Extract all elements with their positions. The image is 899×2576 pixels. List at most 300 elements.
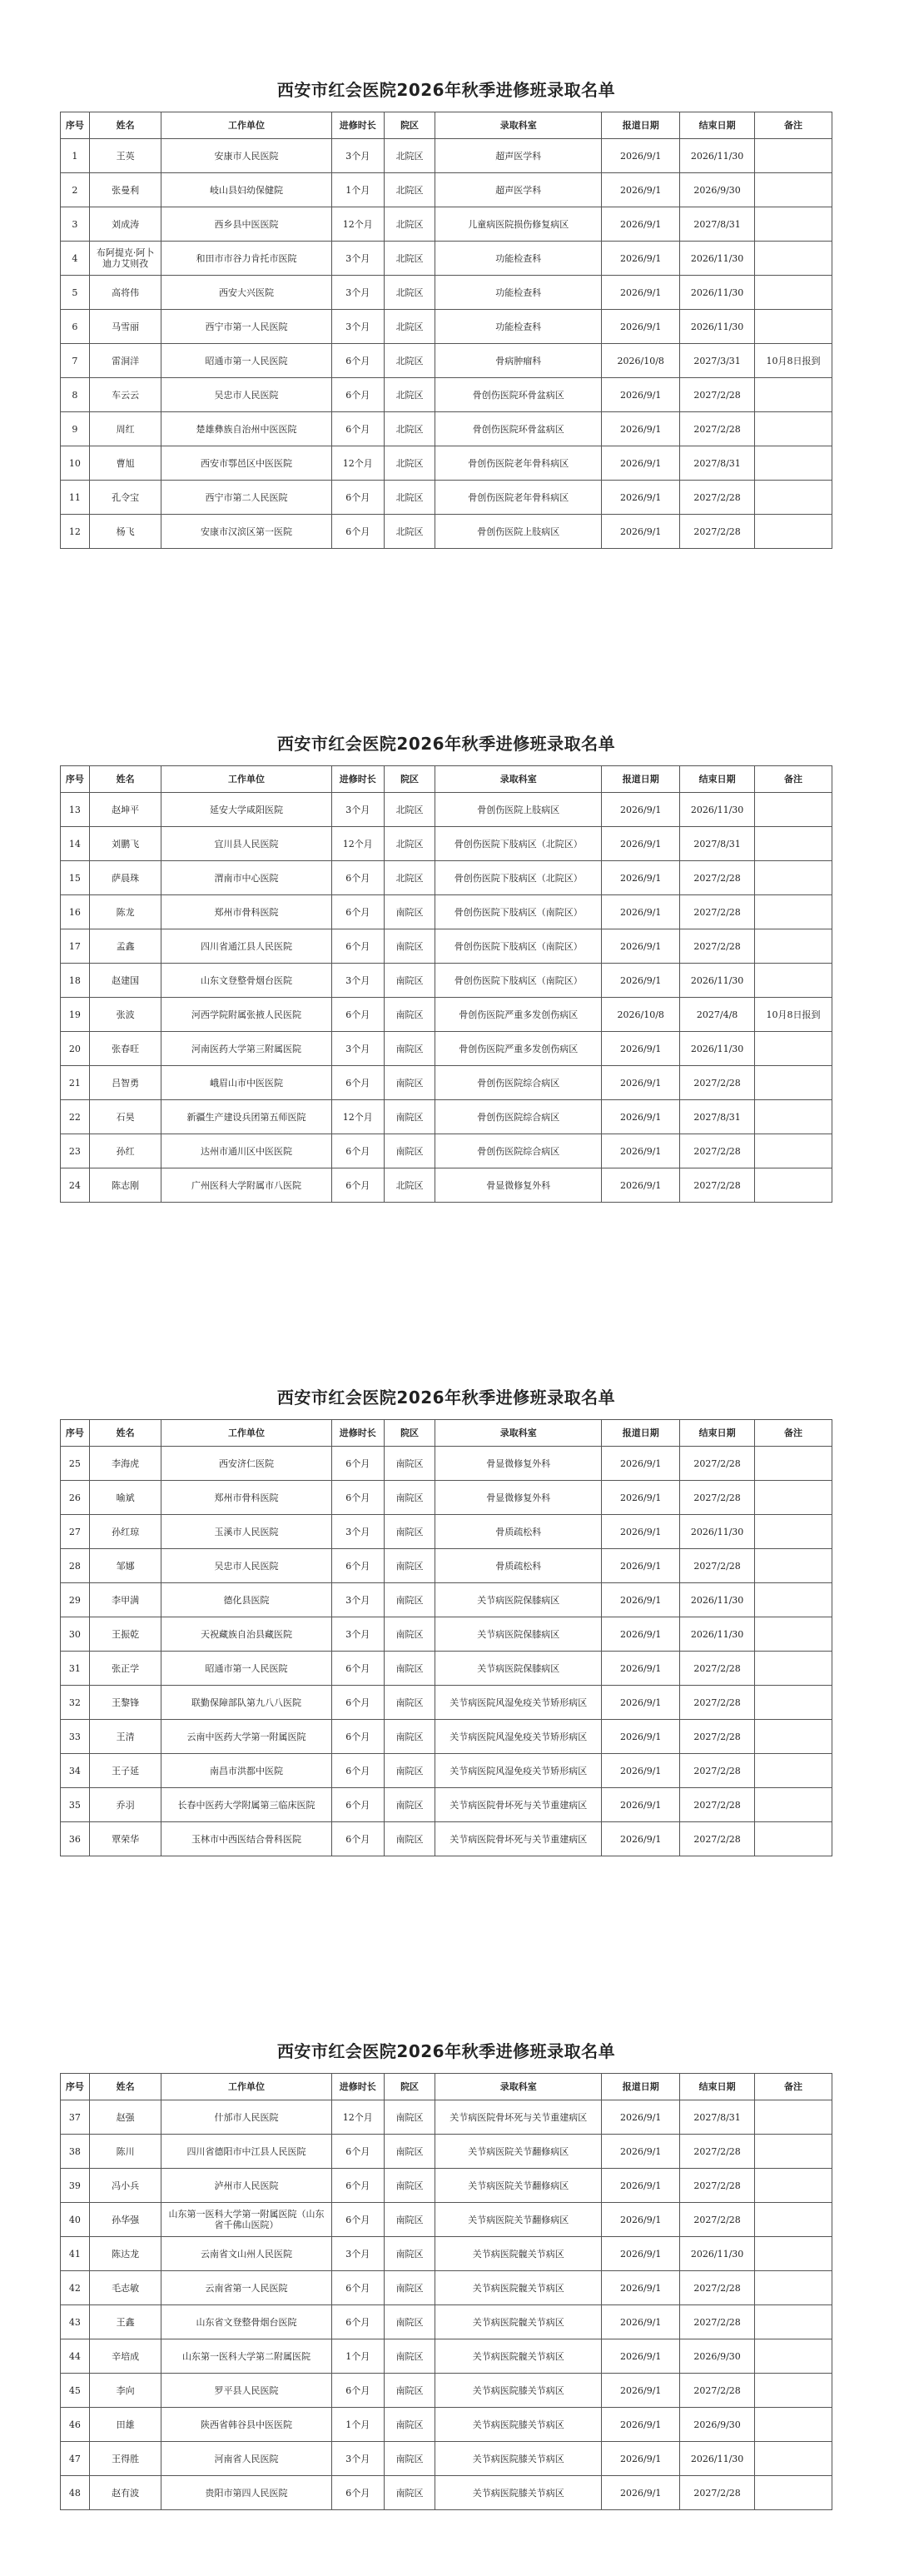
cell-index: 6 xyxy=(61,310,90,344)
cell-duration: 6个月 xyxy=(331,2169,384,2203)
table-row xyxy=(61,378,832,412)
header-duration: 进修时长 xyxy=(331,766,384,793)
cell-department: 关节病医院保膝病区 xyxy=(435,1617,602,1652)
cell-index: 28 xyxy=(61,1549,90,1583)
table-header-row xyxy=(61,1420,832,1447)
cell-name: 孙华强 xyxy=(89,2203,161,2237)
cell-end-date: 2026/11/30 xyxy=(680,964,755,998)
cell-end-date: 2027/3/31 xyxy=(680,344,755,378)
cell-name: 刘鹏飞 xyxy=(89,827,161,861)
cell-employer: 西乡县中医医院 xyxy=(161,207,331,242)
cell-campus: 南院区 xyxy=(384,2271,435,2305)
cell-employer: 山东第一医科大学第一附属医院（山东省千佛山医院） xyxy=(161,2203,331,2237)
cell-duration: 6个月 xyxy=(331,2476,384,2510)
cell-index: 46 xyxy=(61,2408,90,2442)
cell-employer: 贵阳市第四人民医院 xyxy=(161,2476,331,2510)
cell-employer: 泸州市人民医院 xyxy=(161,2169,331,2203)
cell-department: 骨创伤医院严重多发创伤病区 xyxy=(435,998,602,1032)
cell-employer: 宜川县人民医院 xyxy=(161,827,331,861)
cell-remark xyxy=(755,1822,832,1856)
cell-duration: 3个月 xyxy=(331,1617,384,1652)
cell-end-date: 2027/8/31 xyxy=(680,207,755,242)
cell-end-date: 2027/2/28 xyxy=(680,1447,755,1481)
table-row xyxy=(61,1481,832,1515)
cell-duration: 6个月 xyxy=(331,2135,384,2169)
cell-name: 冯小兵 xyxy=(89,2169,161,2203)
cell-campus: 南院区 xyxy=(384,1134,435,1168)
cell-remark xyxy=(755,1652,832,1686)
cell-duration: 3个月 xyxy=(331,2237,384,2271)
cell-employer: 山东文登整骨烟台医院 xyxy=(161,964,331,998)
cell-report-date: 2026/9/1 xyxy=(602,515,680,549)
cell-campus: 北院区 xyxy=(384,242,435,276)
table-row xyxy=(61,827,832,861)
cell-campus: 南院区 xyxy=(384,2374,435,2408)
cell-employer: 云南省第一人民医院 xyxy=(161,2271,331,2305)
cell-campus: 南院区 xyxy=(384,2100,435,2135)
cell-remark xyxy=(755,1515,832,1549)
cell-campus: 南院区 xyxy=(384,1583,435,1617)
cell-index: 23 xyxy=(61,1134,90,1168)
cell-end-date: 2027/2/28 xyxy=(680,412,755,446)
table-row xyxy=(61,1720,832,1754)
cell-report-date: 2026/9/1 xyxy=(602,1822,680,1856)
cell-end-date: 2026/11/30 xyxy=(680,139,755,173)
admission-table xyxy=(60,112,832,549)
cell-duration: 12个月 xyxy=(331,2100,384,2135)
cell-duration: 12个月 xyxy=(331,1100,384,1134)
cell-report-date: 2026/9/1 xyxy=(602,1788,680,1822)
cell-index: 21 xyxy=(61,1066,90,1100)
cell-end-date: 2027/2/28 xyxy=(680,2271,755,2305)
cell-index: 25 xyxy=(61,1447,90,1481)
table-row xyxy=(61,1754,832,1788)
cell-name: 张正学 xyxy=(89,1652,161,1686)
cell-end-date: 2027/2/28 xyxy=(680,378,755,412)
cell-department: 骨病肿瘤科 xyxy=(435,344,602,378)
cell-index: 47 xyxy=(61,2442,90,2476)
cell-name: 赵坤平 xyxy=(89,793,161,827)
cell-name: 李向 xyxy=(89,2374,161,2408)
cell-index: 44 xyxy=(61,2339,90,2374)
cell-name: 乔羽 xyxy=(89,1788,161,1822)
cell-index: 37 xyxy=(61,2100,90,2135)
table-row xyxy=(61,2442,832,2476)
cell-end-date: 2026/11/30 xyxy=(680,2442,755,2476)
cell-end-date: 2027/8/31 xyxy=(680,1100,755,1134)
cell-report-date: 2026/9/1 xyxy=(602,1168,680,1203)
cell-name: 辛培成 xyxy=(89,2339,161,2374)
cell-name: 布阿提克·阿卜迪力艾则孜 xyxy=(89,242,161,276)
cell-remark xyxy=(755,378,832,412)
cell-employer: 安康市人民医院 xyxy=(161,139,331,173)
cell-remark xyxy=(755,1168,832,1203)
cell-remark xyxy=(755,446,832,481)
table-row xyxy=(61,173,832,207)
cell-duration: 6个月 xyxy=(331,1549,384,1583)
cell-index: 7 xyxy=(61,344,90,378)
header-employer: 工作单位 xyxy=(161,112,331,139)
cell-duration: 3个月 xyxy=(331,964,384,998)
cell-campus: 南院区 xyxy=(384,2203,435,2237)
cell-employer: 西宁市第二人民医院 xyxy=(161,481,331,515)
cell-campus: 南院区 xyxy=(384,1754,435,1788)
cell-campus: 北院区 xyxy=(384,344,435,378)
cell-name: 雷洞洋 xyxy=(89,344,161,378)
cell-report-date: 2026/9/1 xyxy=(602,861,680,895)
cell-name: 王英 xyxy=(89,139,161,173)
cell-end-date: 2026/11/30 xyxy=(680,1515,755,1549)
table-row xyxy=(61,2305,832,2339)
cell-end-date: 2027/2/28 xyxy=(680,929,755,964)
cell-index: 15 xyxy=(61,861,90,895)
cell-index: 34 xyxy=(61,1754,90,1788)
cell-department: 骨创伤医院老年骨科病区 xyxy=(435,481,602,515)
cell-end-date: 2027/2/28 xyxy=(680,2374,755,2408)
admission-table xyxy=(60,765,832,1203)
cell-department: 关节病医院保膝病区 xyxy=(435,1652,602,1686)
cell-department: 关节病医院骨坏死与关节重建病区 xyxy=(435,1788,602,1822)
table-row xyxy=(61,310,832,344)
cell-name: 孟鑫 xyxy=(89,929,161,964)
cell-campus: 南院区 xyxy=(384,1066,435,1100)
cell-campus: 南院区 xyxy=(384,2408,435,2442)
cell-index: 9 xyxy=(61,412,90,446)
cell-end-date: 2027/2/28 xyxy=(680,1822,755,1856)
cell-index: 43 xyxy=(61,2305,90,2339)
cell-duration: 6个月 xyxy=(331,861,384,895)
cell-report-date: 2026/9/1 xyxy=(602,139,680,173)
cell-duration: 6个月 xyxy=(331,1822,384,1856)
cell-department: 骨显微修复外科 xyxy=(435,1481,602,1515)
cell-campus: 北院区 xyxy=(384,173,435,207)
cell-index: 24 xyxy=(61,1168,90,1203)
cell-name: 李海虎 xyxy=(89,1447,161,1481)
cell-employer: 四川省通江县人民医院 xyxy=(161,929,331,964)
table-header-row xyxy=(61,2074,832,2100)
cell-report-date: 2026/9/1 xyxy=(602,1583,680,1617)
cell-duration: 3个月 xyxy=(331,2442,384,2476)
header-index: 序号 xyxy=(61,2074,90,2100)
table-row xyxy=(61,2100,832,2135)
cell-department: 超声医学科 xyxy=(435,139,602,173)
cell-employer: 西安市鄠邑区中医医院 xyxy=(161,446,331,481)
cell-report-date: 2026/9/1 xyxy=(602,446,680,481)
cell-remark xyxy=(755,1447,832,1481)
cell-report-date: 2026/9/1 xyxy=(602,2203,680,2237)
table-row xyxy=(61,998,832,1032)
cell-campus: 南院区 xyxy=(384,1720,435,1754)
table-row xyxy=(61,1583,832,1617)
header-name: 姓名 xyxy=(89,766,161,793)
cell-remark: 10月8日报到 xyxy=(755,998,832,1032)
cell-department: 关节病医院膝关节病区 xyxy=(435,2476,602,2510)
cell-name: 车云云 xyxy=(89,378,161,412)
cell-department: 关节病医院骨坏死与关节重建病区 xyxy=(435,2100,602,2135)
cell-name: 张波 xyxy=(89,998,161,1032)
header-duration: 进修时长 xyxy=(331,2074,384,2100)
cell-duration: 6个月 xyxy=(331,929,384,964)
cell-end-date: 2027/2/28 xyxy=(680,895,755,929)
cell-remark xyxy=(755,1720,832,1754)
cell-name: 杨飞 xyxy=(89,515,161,549)
header-remark: 备注 xyxy=(755,766,832,793)
cell-employer: 安康市汉滨区第一医院 xyxy=(161,515,331,549)
cell-campus: 南院区 xyxy=(384,1100,435,1134)
cell-index: 5 xyxy=(61,276,90,310)
cell-remark xyxy=(755,2271,832,2305)
cell-report-date: 2026/9/1 xyxy=(602,1515,680,1549)
header-name: 姓名 xyxy=(89,112,161,139)
cell-remark xyxy=(755,173,832,207)
cell-department: 骨质疏松科 xyxy=(435,1515,602,1549)
cell-duration: 6个月 xyxy=(331,1788,384,1822)
cell-name: 孔令宝 xyxy=(89,481,161,515)
cell-employer: 峨眉山市中医医院 xyxy=(161,1066,331,1100)
cell-report-date: 2026/9/1 xyxy=(602,2237,680,2271)
cell-employer: 联勤保障部队第九八八医院 xyxy=(161,1686,331,1720)
cell-duration: 6个月 xyxy=(331,1754,384,1788)
table-row xyxy=(61,2476,832,2510)
cell-employer: 德化县医院 xyxy=(161,1583,331,1617)
cell-duration: 1个月 xyxy=(331,2339,384,2374)
cell-index: 30 xyxy=(61,1617,90,1652)
cell-employer: 新疆生产建设兵团第五师医院 xyxy=(161,1100,331,1134)
cell-end-date: 2027/2/28 xyxy=(680,1168,755,1203)
cell-end-date: 2026/9/30 xyxy=(680,2339,755,2374)
cell-index: 42 xyxy=(61,2271,90,2305)
cell-name: 张曼利 xyxy=(89,173,161,207)
cell-duration: 3个月 xyxy=(331,139,384,173)
cell-duration: 3个月 xyxy=(331,242,384,276)
cell-index: 26 xyxy=(61,1481,90,1515)
cell-duration: 6个月 xyxy=(331,2374,384,2408)
cell-remark xyxy=(755,793,832,827)
header-campus: 院区 xyxy=(384,2074,435,2100)
cell-remark xyxy=(755,2408,832,2442)
header-remark: 备注 xyxy=(755,2074,832,2100)
cell-end-date: 2027/2/28 xyxy=(680,1720,755,1754)
cell-report-date: 2026/9/1 xyxy=(602,1617,680,1652)
cell-department: 功能检查科 xyxy=(435,276,602,310)
cell-index: 1 xyxy=(61,139,90,173)
cell-remark xyxy=(755,1788,832,1822)
cell-report-date: 2026/9/1 xyxy=(602,2476,680,2510)
cell-duration: 6个月 xyxy=(331,515,384,549)
cell-remark xyxy=(755,1100,832,1134)
cell-duration: 3个月 xyxy=(331,1515,384,1549)
cell-report-date: 2026/9/1 xyxy=(602,2100,680,2135)
cell-campus: 北院区 xyxy=(384,481,435,515)
cell-employer: 和田市市谷力肯托市医院 xyxy=(161,242,331,276)
cell-report-date: 2026/9/1 xyxy=(602,2169,680,2203)
cell-index: 31 xyxy=(61,1652,90,1686)
cell-end-date: 2026/11/30 xyxy=(680,242,755,276)
table-row xyxy=(61,1549,832,1583)
cell-department: 关节病医院风湿免疫关节矫形病区 xyxy=(435,1686,602,1720)
cell-index: 18 xyxy=(61,964,90,998)
cell-department: 骨创伤医院下肢病区（南院区） xyxy=(435,929,602,964)
cell-department: 骨创伤医院下肢病区（南院区） xyxy=(435,895,602,929)
cell-index: 29 xyxy=(61,1583,90,1617)
cell-report-date: 2026/9/1 xyxy=(602,2339,680,2374)
cell-report-date: 2026/9/1 xyxy=(602,929,680,964)
cell-department: 骨创伤医院上肢病区 xyxy=(435,515,602,549)
cell-employer: 西宁市第一人民医院 xyxy=(161,310,331,344)
cell-remark xyxy=(755,929,832,964)
table-row xyxy=(61,242,832,276)
cell-duration: 3个月 xyxy=(331,1032,384,1066)
cell-department: 骨创伤医院上肢病区 xyxy=(435,793,602,827)
cell-index: 22 xyxy=(61,1100,90,1134)
cell-end-date: 2027/2/28 xyxy=(680,1652,755,1686)
cell-remark xyxy=(755,1686,832,1720)
cell-department: 骨创伤医院老年骨科病区 xyxy=(435,446,602,481)
cell-end-date: 2026/11/30 xyxy=(680,2237,755,2271)
cell-remark xyxy=(755,861,832,895)
cell-duration: 6个月 xyxy=(331,1686,384,1720)
cell-name: 邹娜 xyxy=(89,1549,161,1583)
table-row xyxy=(61,1686,832,1720)
cell-campus: 北院区 xyxy=(384,276,435,310)
cell-campus: 北院区 xyxy=(384,861,435,895)
table-row xyxy=(61,412,832,446)
cell-remark xyxy=(755,139,832,173)
cell-name: 陈川 xyxy=(89,2135,161,2169)
table-row xyxy=(61,1447,832,1481)
cell-employer: 长春中医药大学附属第三临床医院 xyxy=(161,1788,331,1822)
table-header-row xyxy=(61,766,832,793)
cell-name: 陈达龙 xyxy=(89,2237,161,2271)
cell-end-date: 2026/11/30 xyxy=(680,1617,755,1652)
cell-duration: 6个月 xyxy=(331,895,384,929)
cell-remark xyxy=(755,207,832,242)
cell-campus: 北院区 xyxy=(384,378,435,412)
cell-department: 关节病医院髋关节病区 xyxy=(435,2271,602,2305)
cell-department: 骨质疏松科 xyxy=(435,1549,602,1583)
table-row xyxy=(61,2203,832,2237)
cell-campus: 南院区 xyxy=(384,2339,435,2374)
cell-name: 田雄 xyxy=(89,2408,161,2442)
cell-duration: 6个月 xyxy=(331,1168,384,1203)
cell-remark xyxy=(755,1549,832,1583)
cell-name: 赵建国 xyxy=(89,964,161,998)
cell-campus: 南院区 xyxy=(384,1481,435,1515)
cell-campus: 南院区 xyxy=(384,1549,435,1583)
table-row xyxy=(61,1168,832,1203)
cell-index: 27 xyxy=(61,1515,90,1549)
cell-index: 35 xyxy=(61,1788,90,1822)
cell-department: 超声医学科 xyxy=(435,173,602,207)
header-department: 录取科室 xyxy=(435,112,602,139)
cell-duration: 6个月 xyxy=(331,1134,384,1168)
cell-report-date: 2026/9/1 xyxy=(602,2135,680,2169)
cell-name: 王清 xyxy=(89,1720,161,1754)
cell-name: 赵有波 xyxy=(89,2476,161,2510)
header-report-date: 报道日期 xyxy=(602,2074,680,2100)
cell-index: 4 xyxy=(61,242,90,276)
cell-duration: 6个月 xyxy=(331,2203,384,2237)
cell-report-date: 2026/9/1 xyxy=(602,1134,680,1168)
cell-employer: 昭通市第一人民医院 xyxy=(161,344,331,378)
cell-report-date: 2026/9/1 xyxy=(602,1720,680,1754)
cell-department: 骨创伤医院环骨盆病区 xyxy=(435,378,602,412)
cell-duration: 6个月 xyxy=(331,1652,384,1686)
cell-index: 40 xyxy=(61,2203,90,2237)
cell-name: 萨晨珠 xyxy=(89,861,161,895)
cell-end-date: 2026/11/30 xyxy=(680,1583,755,1617)
table-row xyxy=(61,2237,832,2271)
table-row xyxy=(61,1515,832,1549)
header-index: 序号 xyxy=(61,1420,90,1447)
header-employer: 工作单位 xyxy=(161,2074,331,2100)
cell-employer: 南昌市洪都中医院 xyxy=(161,1754,331,1788)
cell-report-date: 2026/9/1 xyxy=(602,1754,680,1788)
cell-duration: 1个月 xyxy=(331,2408,384,2442)
cell-index: 19 xyxy=(61,998,90,1032)
header-remark: 备注 xyxy=(755,112,832,139)
header-department: 录取科室 xyxy=(435,1420,602,1447)
cell-name: 刘成涛 xyxy=(89,207,161,242)
cell-report-date: 2026/9/1 xyxy=(602,378,680,412)
cell-department: 关节病医院骨坏死与关节重建病区 xyxy=(435,1822,602,1856)
cell-remark xyxy=(755,2135,832,2169)
header-duration: 进修时长 xyxy=(331,1420,384,1447)
cell-duration: 6个月 xyxy=(331,1481,384,1515)
cell-remark xyxy=(755,827,832,861)
cell-remark xyxy=(755,2100,832,2135)
cell-index: 14 xyxy=(61,827,90,861)
header-campus: 院区 xyxy=(384,766,435,793)
cell-department: 关节病医院髋关节病区 xyxy=(435,2339,602,2374)
cell-duration: 1个月 xyxy=(331,173,384,207)
table-row xyxy=(61,2271,832,2305)
cell-end-date: 2027/2/28 xyxy=(680,2476,755,2510)
cell-employer: 河西学院附属张掖人民医院 xyxy=(161,998,331,1032)
cell-campus: 南院区 xyxy=(384,2305,435,2339)
cell-employer: 玉林市中西医结合骨科医院 xyxy=(161,1822,331,1856)
cell-end-date: 2027/2/28 xyxy=(680,1549,755,1583)
cell-index: 8 xyxy=(61,378,90,412)
cell-index: 17 xyxy=(61,929,90,964)
cell-name: 曹旭 xyxy=(89,446,161,481)
cell-campus: 南院区 xyxy=(384,2476,435,2510)
table-row xyxy=(61,481,832,515)
cell-end-date: 2027/8/31 xyxy=(680,827,755,861)
cell-name: 陈志刚 xyxy=(89,1168,161,1203)
cell-department: 骨创伤医院综合病区 xyxy=(435,1100,602,1134)
cell-department: 关节病医院关节翻修病区 xyxy=(435,2135,602,2169)
cell-report-date: 2026/9/1 xyxy=(602,310,680,344)
cell-employer: 渭南市中心医院 xyxy=(161,861,331,895)
cell-index: 20 xyxy=(61,1032,90,1066)
cell-index: 10 xyxy=(61,446,90,481)
cell-name: 张春旺 xyxy=(89,1032,161,1066)
cell-end-date: 2026/11/30 xyxy=(680,793,755,827)
cell-end-date: 2027/8/31 xyxy=(680,2100,755,2135)
cell-index: 38 xyxy=(61,2135,90,2169)
cell-campus: 南院区 xyxy=(384,895,435,929)
cell-employer: 达州市通川区中医医院 xyxy=(161,1134,331,1168)
cell-remark xyxy=(755,515,832,549)
roster-page-2 xyxy=(60,729,832,1203)
cell-duration: 6个月 xyxy=(331,412,384,446)
cell-campus: 北院区 xyxy=(384,207,435,242)
cell-name: 毛志敏 xyxy=(89,2271,161,2305)
cell-campus: 南院区 xyxy=(384,1822,435,1856)
cell-name: 孙红 xyxy=(89,1134,161,1168)
cell-name: 王得胜 xyxy=(89,2442,161,2476)
